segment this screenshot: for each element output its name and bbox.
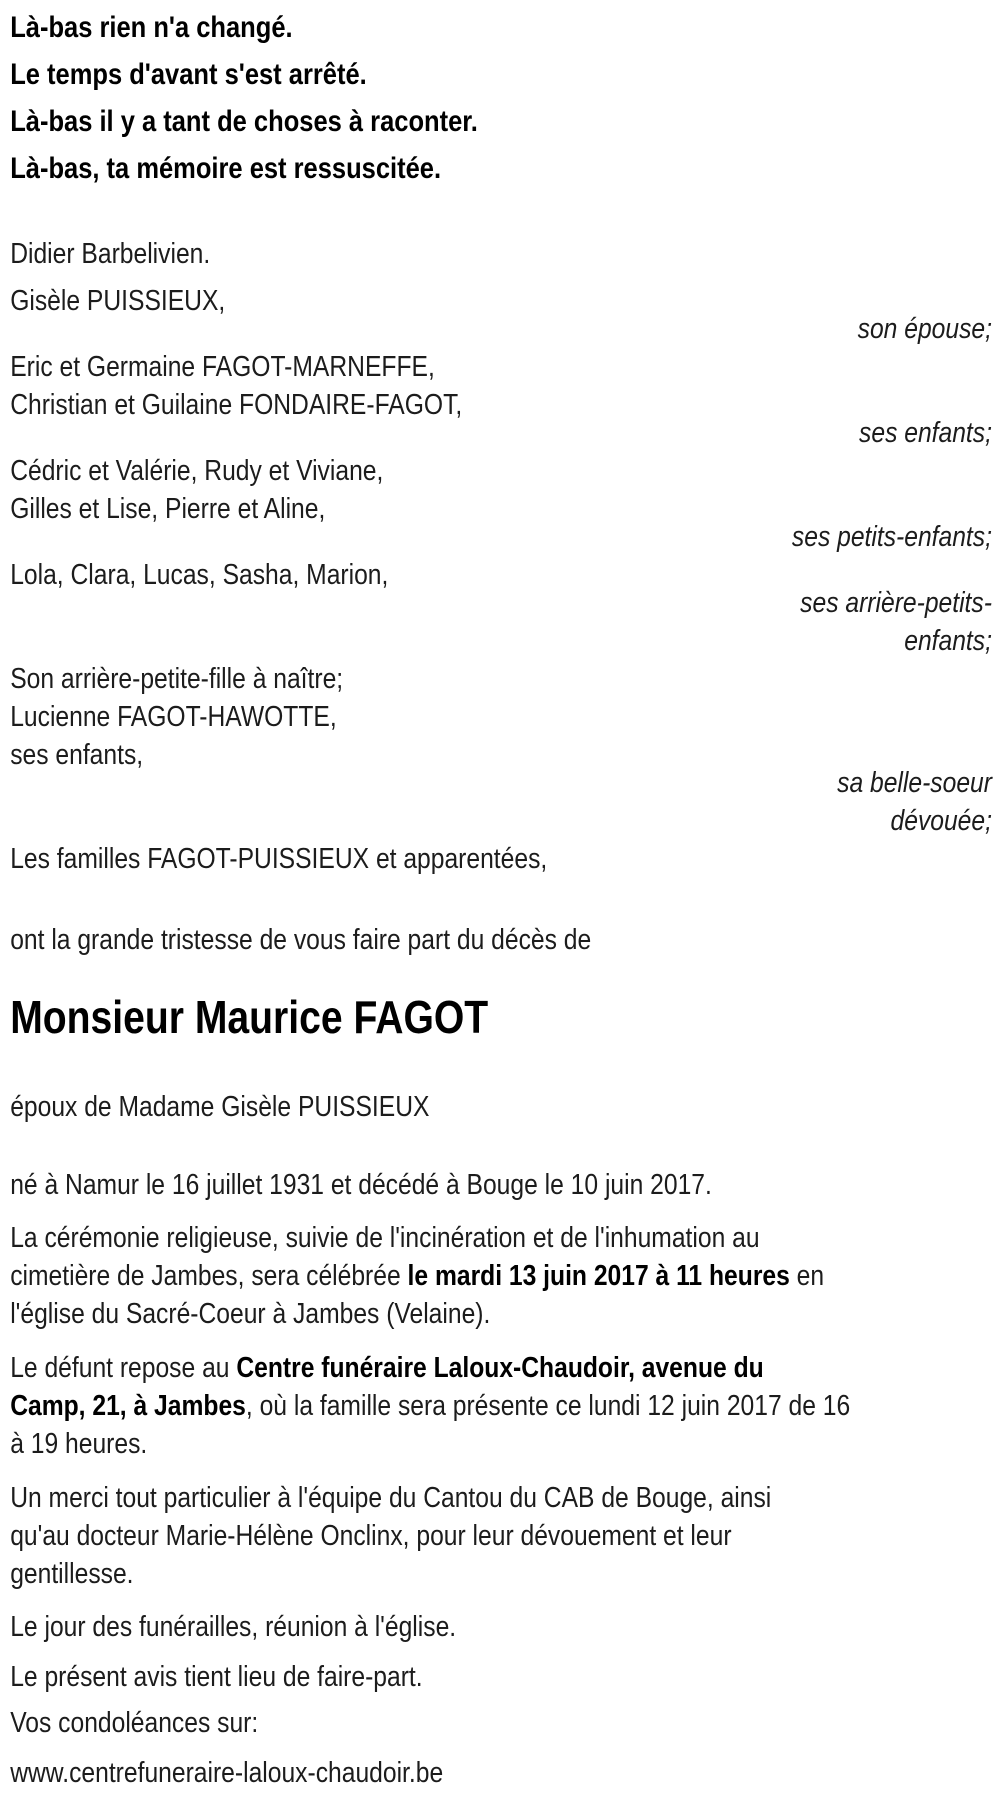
family-name-line: Gilles et Lise, Pierre et Aline, — [10, 493, 326, 525]
repose-paragraph — [10, 1349, 992, 1463]
opening-quote — [10, 4, 992, 192]
relation-label-line: ses arrière-petits- — [800, 587, 992, 619]
ceremony-line — [10, 1257, 992, 1295]
quote-line: Le temps d'avant s'est arrêté. — [10, 58, 367, 91]
ceremony-line: La cérémonie religieuse, suivie de l'incinération et de l'inhumation au — [10, 1222, 760, 1254]
family-entry — [10, 660, 992, 840]
family-name-line: Son arrière-petite-fille à naître; — [10, 663, 344, 695]
repose-line: à 19 heures. — [10, 1428, 148, 1460]
relation-label: ses petits-enfants; — [791, 521, 992, 553]
ceremony-text: cimetière de Jambes, sera célébrée — [10, 1260, 408, 1292]
family-entry — [10, 840, 992, 878]
family-name-line: Christian et Guilaine FONDAIRE-FAGOT, — [10, 389, 463, 421]
avis-line: Le présent avis tient lieu de faire-part. — [10, 1661, 423, 1693]
condolences-label: Vos condoléances sur: — [10, 1707, 259, 1739]
thanks-line: gentillesse. — [10, 1558, 134, 1590]
repose-line — [10, 1387, 992, 1425]
relation-label-line: enfants; — [904, 625, 992, 657]
family-name-line: Les familles FAGOT-PUISSIEUX et apparentées, — [10, 843, 548, 875]
quote-line: Là-bas rien n'a changé. — [10, 11, 293, 44]
relation-label: ses enfants; — [859, 417, 992, 449]
relation-label-line: dévouée; — [890, 805, 992, 837]
deceased-name: Monsieur Maurice FAGOT — [10, 991, 489, 1043]
family-name-line: Cédric et Valérie, Rudy et Viviane, — [10, 455, 384, 487]
thanks-line: qu'au docteur Marie-Hélène Onclinx, pour leur dévouement et leur — [10, 1520, 732, 1552]
ceremony-datetime: le mardi 13 juin 2017 à 11 heures — [407, 1260, 790, 1292]
relation-label — [10, 584, 992, 660]
family-name-line: Eric et Germaine FAGOT-MARNEFFE, — [10, 351, 435, 383]
ceremony-text: en — [789, 1260, 825, 1292]
thanks-paragraph — [10, 1479, 992, 1593]
family-name-line: Gisèle PUISSIEUX, — [10, 285, 226, 317]
relation-label: son épouse; — [857, 313, 992, 345]
family-entry — [10, 452, 992, 556]
quote-line: Là-bas, ta mémoire est ressuscitée. — [10, 152, 442, 185]
funeral-home-name: Centre funéraire Laloux-Chaudoir, avenue du — [236, 1352, 764, 1384]
family-name-line: Lucienne FAGOT-HAWOTTE, — [10, 701, 337, 733]
family-entry — [10, 348, 992, 452]
family-entry — [10, 556, 992, 660]
announcement-line: ont la grande tristesse de vous faire part du décès de — [10, 924, 592, 956]
ceremony-paragraph — [10, 1219, 992, 1333]
funeral-home-address: Camp, 21, à Jambes — [10, 1390, 246, 1422]
reunion-line: Le jour des funérailles, réunion à l'église. — [10, 1611, 457, 1643]
repose-text: Le défunt repose au — [10, 1352, 237, 1384]
family-entry — [10, 282, 992, 348]
thanks-line: Un merci tout particulier à l'équipe du Cantou du CAB de Bouge, ainsi — [10, 1482, 772, 1514]
relation-label-line: sa belle-soeur — [837, 767, 992, 799]
repose-line — [10, 1349, 992, 1387]
family-name-line: Lola, Clara, Lucas, Sasha, Marion, — [10, 559, 389, 591]
spouse-line: époux de Madame Gisèle PUISSIEUX — [10, 1091, 430, 1123]
relation-label — [10, 764, 992, 840]
website-link[interactable]: www.centrefuneraire-laloux-chaudoir.be — [10, 1757, 444, 1789]
family-list — [10, 282, 992, 878]
ceremony-line: l'église du Sacré-Coeur à Jambes (Velaine). — [10, 1298, 491, 1330]
birth-death-line: né à Namur le 16 juillet 1931 et décédé à Bouge le 10 juin 2017. — [10, 1169, 712, 1201]
repose-text: , où la famille sera présente ce lundi 12 juin 2017 de 16 — [245, 1390, 851, 1422]
quote-attribution: Didier Barbelivien. — [10, 238, 211, 270]
family-name-line: ses enfants, — [10, 739, 144, 771]
quote-line: Là-bas il y a tant de choses à raconter. — [10, 105, 478, 138]
